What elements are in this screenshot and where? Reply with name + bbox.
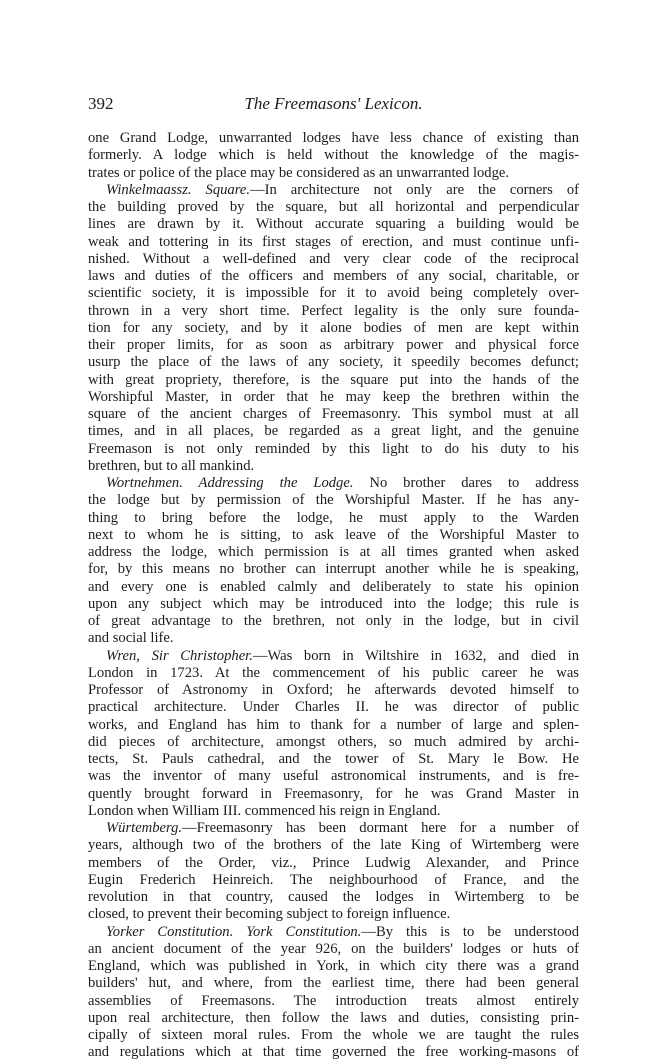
line-text: scientific society, it is impossible for it to avoid being completely over-: [88, 285, 579, 302]
line-text: members of the Order, viz., Prince Ludwig Alexander, and Prince: [88, 854, 579, 871]
text-line: [88, 251, 579, 268]
text-line: [88, 803, 579, 820]
page-number: 392: [88, 94, 114, 113]
text-line: [88, 665, 579, 682]
entry-first-line: [88, 648, 579, 665]
line-text: the building proved by the square, but all horizontal and perpendicular: [88, 199, 579, 215]
text-line: [88, 303, 579, 320]
line-text: nished. Without a well-defined and very clear code of the reciprocal: [88, 250, 579, 267]
text-line: [88, 613, 579, 630]
line-text: was the inventor of many useful astronomical instruments, and is fre-: [88, 768, 579, 785]
line-text: England, which was published in York, in which city there was a grand: [88, 958, 579, 974]
entry-headword: Würtemberg.: [106, 820, 183, 836]
line-text: their proper limits, for as soon as arbitrary power and physical force: [88, 337, 579, 353]
line-text: Eugin Frederich Heinreich. The neighbourhood of France, and the: [88, 871, 579, 888]
text-line: [88, 889, 579, 906]
line-text: next to whom he is sitting, to ask leave of the Worshipful Master to: [88, 526, 579, 543]
line-text: revolution in that country, caused the lodges in Wirtemberg to be: [88, 889, 579, 905]
line-text: formerly. A lodge which is held without the knowledge of the magis-: [88, 147, 579, 164]
line-text: weak and tottering in its first stages of erection, and must continue unfi-: [88, 233, 579, 250]
text-line: [88, 717, 579, 734]
text-line: [88, 1027, 579, 1044]
text-line: [88, 458, 579, 475]
text-line: [88, 320, 579, 337]
page-header: [88, 94, 579, 116]
line-text: upon real architecture, then follow the laws and duties, consisting prin-: [88, 1009, 579, 1026]
line-text: London when William III. commenced his reign in England.: [88, 802, 441, 819]
line-text: —Was born in Wiltshire in 1632, and died in: [252, 647, 579, 664]
text-line: [88, 544, 579, 561]
line-text: —In architecture not only are the corners of: [250, 181, 579, 198]
text-line: [88, 768, 579, 785]
text-line: [88, 596, 579, 613]
line-text: assemblies of Freemasons. The introduction treats almost entirely: [88, 992, 579, 1009]
line-text: and social life.: [88, 630, 174, 647]
line-text: trates or police of the place may be considered as an unwarranted lodge.: [88, 164, 510, 181]
text-line: [88, 441, 579, 458]
text-line: [88, 975, 579, 992]
page-body-text: [88, 130, 579, 1062]
line-text: Freemason is not only reminded by this light to do his duty to his: [88, 440, 579, 457]
entry-first-line: [88, 924, 579, 941]
line-text: tects, St. Pauls cathedral, and the tower of St. Mary le Bow. He: [88, 751, 579, 767]
line-text: works, and England has him to thank for a number of large and splen-: [88, 716, 579, 733]
text-line: [88, 751, 579, 768]
text-line: [88, 786, 579, 803]
text-line: [88, 130, 579, 147]
text-line: [88, 216, 579, 233]
line-text: address the lodge, which permission is at all times granted when asked: [88, 544, 579, 560]
line-text: laws and duties of the officers and members of any social, charitable, or: [88, 268, 579, 284]
line-text: usurp the place of the laws of any society, it speedily becomes defunct;: [88, 354, 579, 371]
text-line: [88, 527, 579, 544]
line-text: one Grand Lodge, unwarranted lodges have less chance of existing than: [88, 130, 579, 146]
line-text: —Freemasonry has been dormant here for a number of: [182, 820, 579, 836]
line-text: years, although two of the brothers of the late King of Wirtemberg were: [88, 837, 579, 854]
text-line: [88, 855, 579, 872]
text-line: [88, 682, 579, 699]
text-line: [88, 958, 579, 975]
entry-headword: Winkelmaassz. Square.: [106, 181, 250, 198]
entry-first-line: [88, 182, 579, 199]
text-line: [88, 941, 579, 958]
line-text: lines are drawn by it. Without accurate squaring a building would be: [88, 216, 579, 233]
line-text: of great advantage to the brethren, not only in the lodge, but in civil: [88, 613, 579, 629]
line-text: tion for any society, and by it alone bodies of men are kept within: [88, 319, 579, 336]
text-line: [88, 337, 579, 354]
text-line: [88, 492, 579, 509]
line-text: brethren, but to all mankind.: [88, 457, 255, 474]
text-line: [88, 1010, 579, 1027]
text-line: [88, 423, 579, 440]
line-text: square of the ancient charges of Freemasonry. This symbol must at all: [88, 406, 579, 422]
line-text: cipally of sixteen moral rules. From the whole we are taught the rules: [88, 1027, 579, 1043]
line-text: and every one is enabled calmly and deliberately to state his opinion: [88, 578, 579, 595]
line-text: London in 1723. At the commencement of his public career he was: [88, 664, 579, 681]
line-text: times, and in all places, be regarded as a great light, and the genuine: [88, 423, 579, 440]
text-line: [88, 165, 579, 182]
text-line: [88, 268, 579, 285]
text-line: [88, 579, 579, 596]
text-line: [88, 406, 579, 423]
text-line: [88, 1044, 579, 1061]
entry-headword: Wren, Sir Christopher.: [106, 647, 253, 664]
line-text: upon any subject which may be introduced into the lodge; this rule is: [88, 595, 579, 612]
entry-headword: Yorker Constitution. York Constitution.: [106, 923, 362, 940]
text-line: [88, 199, 579, 216]
line-text: practical architecture. Under Charles II. he was director of public: [88, 699, 579, 716]
line-text: and regulations which at that time governed the free working-masons of: [88, 1044, 579, 1061]
text-line: [88, 147, 579, 164]
line-text: with great propriety, therefore, is the square put into the hands of the: [88, 371, 579, 388]
line-text: No brother dares to address: [353, 475, 579, 491]
line-text: builders' hut, and where, from the earliest time, there had been general: [88, 975, 579, 992]
text-line: [88, 372, 579, 389]
running-title: The Freemasons' Lexicon.: [244, 94, 423, 113]
text-line: [88, 285, 579, 302]
text-line: [88, 699, 579, 716]
line-text: Professor of Astronomy in Oxford; he afterwards devoted himself to: [88, 682, 579, 698]
line-text: the lodge but by permission of the Worshipful Master. If he has any-: [88, 492, 579, 509]
line-text: an ancient document of the year 926, on the builders' lodges or huts of: [88, 940, 579, 957]
text-line: [88, 906, 579, 923]
line-text: for, by this means no brother can interrupt another while he is speaking,: [88, 561, 579, 578]
line-text: did pieces of architecture, amongst others, so much admired by archi-: [88, 733, 579, 750]
entry-first-line: [88, 820, 579, 837]
line-text: thing to bring before the lodge, he must apply to the Warden: [88, 509, 579, 526]
line-text: quently brought forward in Freemasonry, for he was Grand Master in: [88, 785, 579, 802]
text-line: [88, 837, 579, 854]
line-text: thrown in a very short time. Perfect legality is the only sure founda-: [88, 302, 579, 319]
entry-first-line: [88, 475, 579, 492]
text-line: [88, 734, 579, 751]
line-text: —By this is to be understood: [361, 923, 579, 940]
entry-headword: Wortnehmen. Addressing the Lodge.: [106, 475, 354, 491]
line-text: closed, to prevent their becoming subject to foreign influence.: [88, 906, 451, 923]
text-line: [88, 354, 579, 371]
text-line: [88, 510, 579, 527]
text-line: [88, 389, 579, 406]
text-line: [88, 993, 579, 1010]
text-line: [88, 234, 579, 251]
text-line: [88, 872, 579, 889]
text-line: [88, 561, 579, 578]
text-line: [88, 630, 579, 647]
line-text: Worshipful Master, in order that he may keep the brethren within the: [88, 388, 579, 405]
